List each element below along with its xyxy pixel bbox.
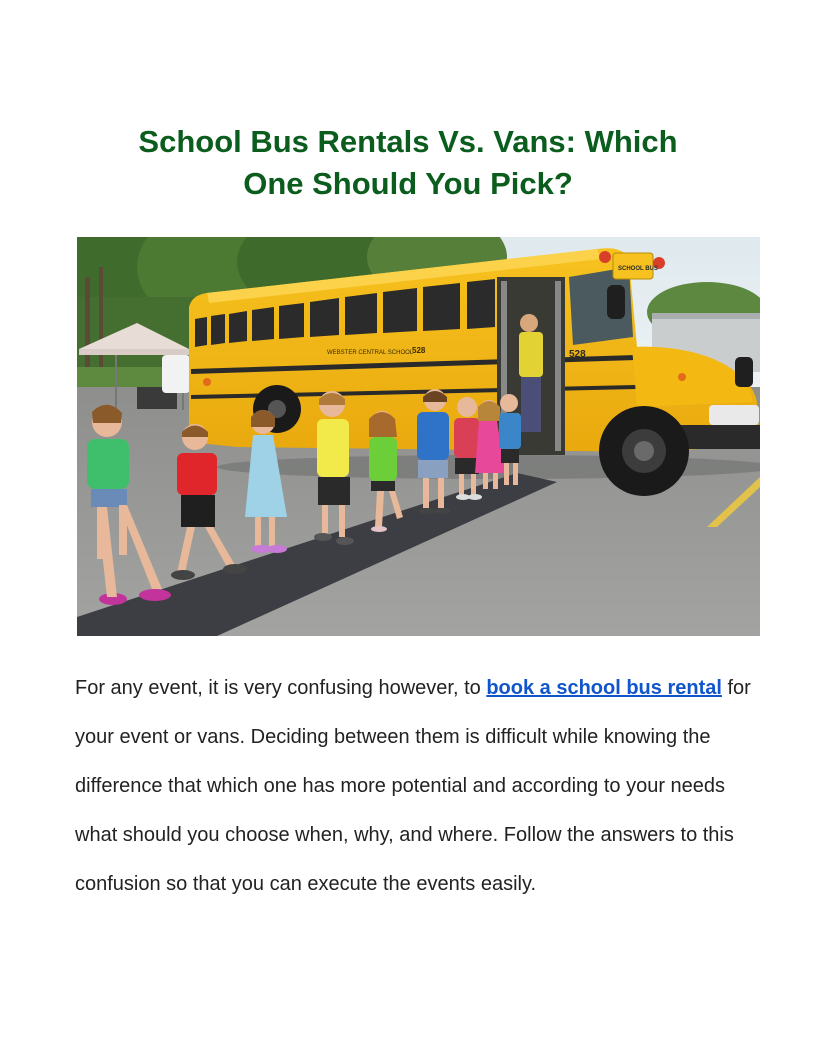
school-bus-photo xyxy=(77,237,760,636)
paragraph-text-after-link: for your event or vans. Deciding between them is difficult while knowing the difference that which one has more potential and according to your needs what should you choose when, why, and where. Follow the answers to this confusion so that you can execute the events easily. xyxy=(75,677,751,895)
paragraph-text-before-link: For any event, it is very confusing however, to xyxy=(75,677,487,699)
white-vehicle xyxy=(162,355,190,393)
page-title-line-2: One Should You Pick? xyxy=(243,166,573,201)
book-school-bus-rental-link[interactable]: book a school bus rental xyxy=(486,677,722,699)
bumper xyxy=(677,425,760,449)
bus-side-text: WEBSTER CENTRAL SCHOOL xyxy=(327,350,414,356)
side-mirror xyxy=(607,285,625,319)
headlight xyxy=(709,405,759,425)
page-title-line-1: School Bus Rentals Vs. Vans: Which xyxy=(138,124,678,159)
bus-number-side: 528 xyxy=(412,346,426,355)
bus-roof-sign: SCHOOL BUS xyxy=(618,266,658,272)
school-bus-illustration xyxy=(77,237,760,636)
page-title xyxy=(100,121,716,205)
bus-number-front: 528 xyxy=(569,349,586,360)
intro-paragraph xyxy=(75,664,755,909)
